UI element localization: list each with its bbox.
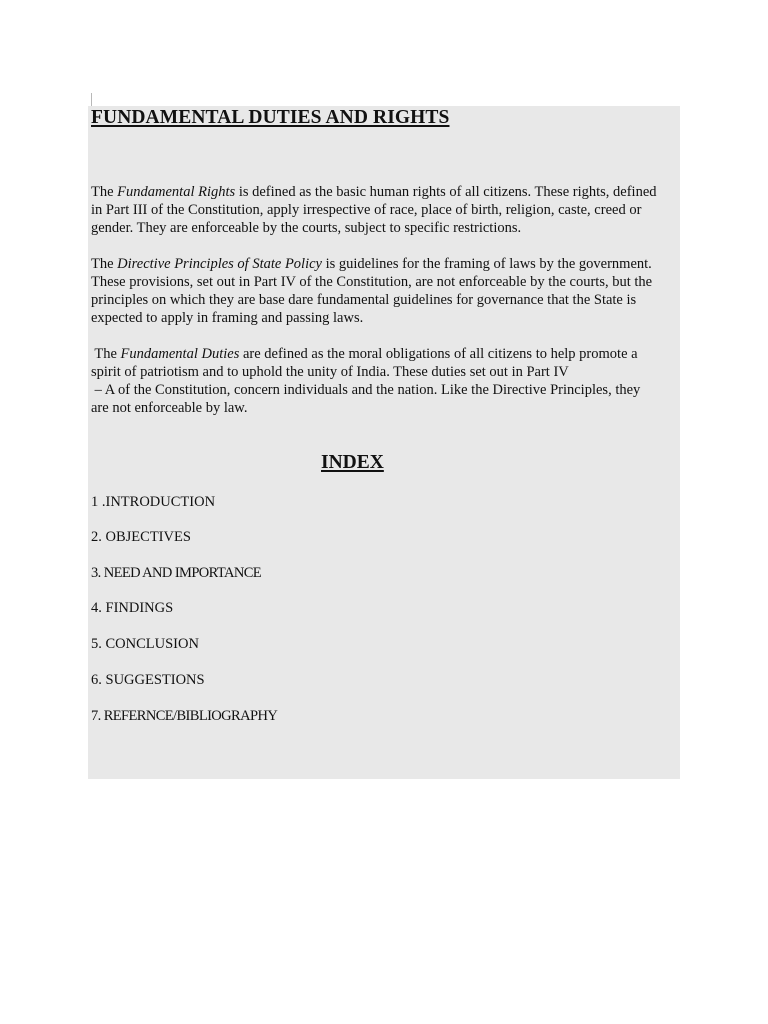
index-item-introduction: 1 .INTRODUCTION xyxy=(91,494,216,510)
index-item-findings: 4. FINDINGS xyxy=(91,600,174,616)
paragraph-line: The Directive Principles of State Policy is guidelines for the framing of laws by the government. xyxy=(91,256,652,272)
term-fundamental-rights: Fundamental Rights xyxy=(117,184,236,200)
term-directive-principles: Directive Principles of State Policy xyxy=(117,256,322,272)
page-title: FUNDAMENTAL DUTIES AND RIGHTS xyxy=(91,107,450,128)
paragraph-line: spirit of patriotism and to uphold the unity of India. These duties set out in Part IV xyxy=(91,364,569,380)
paragraph-line: These provisions, set out in Part IV of the Constitution, are not enforceable by the courts, but the xyxy=(91,274,653,290)
term-fundamental-duties: Fundamental Duties xyxy=(120,346,240,362)
index-item-conclusion: 5. CONCLUSION xyxy=(91,636,199,652)
paragraph-line: are not enforceable by law. xyxy=(91,400,248,416)
paragraph-line: principles on which they are base dare fundamental guidelines for governance that the State is xyxy=(91,292,637,308)
paragraph-line: gender. They are enforceable by the courts, subject to specific restrictions. xyxy=(91,220,522,236)
index-heading: INDEX xyxy=(321,452,384,473)
index-item-bibliography: 7. REFERNCE/BIBLIOGRAPHY xyxy=(91,708,278,724)
index-item-need-and-importance: 3. NEED AND IMPORTANCE xyxy=(91,565,262,581)
paragraph-line: The Fundamental Duties are defined as the moral obligations of all citizens to help promote a xyxy=(91,346,638,362)
paragraph-fundamental-rights xyxy=(91,183,681,237)
index-item-suggestions: 6. SUGGESTIONS xyxy=(91,672,205,688)
paragraph-line: in Part III of the Constitution, apply irrespective of race, place of birth, religion, caste, creed or xyxy=(91,202,642,218)
paragraph-fundamental-duties xyxy=(91,345,681,417)
paragraph-line: – A of the Constitution, concern individuals and the nation. Like the Directive Principles, they xyxy=(91,382,641,398)
paragraph-directive-principles xyxy=(91,255,681,327)
paragraph-line: The Fundamental Rights is defined as the basic human rights of all citizens. These rights, defined xyxy=(91,184,657,200)
paragraph-line: expected to apply in framing and passing laws. xyxy=(91,310,364,326)
index-item-objectives: 2. OBJECTIVES xyxy=(91,529,191,545)
text-cursor-mark xyxy=(91,93,92,107)
